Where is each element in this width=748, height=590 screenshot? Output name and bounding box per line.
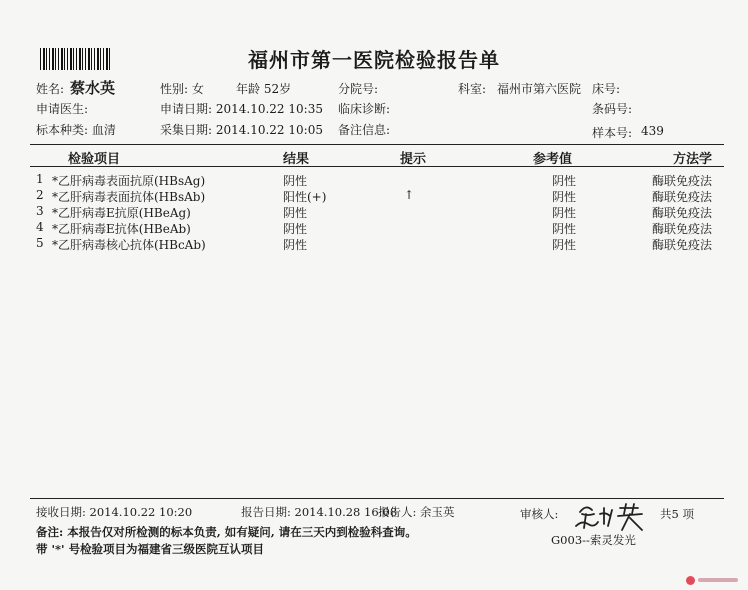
- row-number: 1: [36, 172, 44, 186]
- row-reference: 阴性: [552, 174, 577, 188]
- patient-name: 蔡水英: [70, 79, 116, 97]
- sample-no: 439: [641, 124, 664, 138]
- row-method: 酶联免疫法: [652, 174, 713, 188]
- reporter: 报告人: 余玉英: [378, 505, 455, 519]
- divider-top: [30, 144, 724, 145]
- row-item: *乙肝病毒核心抗体(HBcAb): [52, 238, 206, 252]
- name-label: 姓名:: [36, 82, 65, 96]
- col-header-item: 检验项目: [68, 152, 121, 167]
- row-flag-up-arrow: ↑: [404, 188, 415, 202]
- row-reference: 阴性: [552, 206, 577, 220]
- row-result: 阴性: [283, 238, 308, 252]
- apply-date: 申请日期: 2014.10.22 10:35: [160, 102, 323, 116]
- row-item: *乙肝病毒表面抗体(HBsAb): [52, 190, 206, 204]
- row-method: 酶联免疫法: [652, 190, 713, 204]
- divider-footer: [30, 498, 724, 499]
- item-count: 共5 项: [660, 507, 694, 521]
- table-row: [0, 204, 748, 220]
- row-result: 阴性: [283, 222, 308, 236]
- table-row: [0, 236, 748, 252]
- row-number: 5: [36, 236, 44, 250]
- row-method: 酶联免疫法: [652, 222, 713, 236]
- row-reference: 阴性: [552, 238, 577, 252]
- row-reference: 阴性: [552, 190, 577, 204]
- row-result: 阳性(+): [283, 190, 327, 204]
- footer-note: 备注: 本报告仅对所检测的标本负责, 如有疑问, 请在三天内到检验科查询。: [36, 525, 417, 539]
- reviewer-signature: [572, 500, 650, 532]
- col-header-method: 方法学: [673, 152, 713, 167]
- row-result: 阴性: [283, 174, 308, 188]
- row-method: 酶联免疫法: [652, 238, 713, 252]
- instrument-code: G003--索灵发光: [551, 533, 636, 547]
- remarks: 备注信息:: [338, 123, 391, 137]
- row-item: *乙肝病毒表面抗原(HBsAg): [52, 174, 206, 188]
- reviewer-label: 审核人:: [520, 507, 559, 521]
- table-row: [0, 172, 748, 188]
- col-header-flag: 提示: [400, 152, 427, 167]
- department-label: 科室:: [458, 82, 487, 96]
- report-date: 报告日期: 2014.10.28 16:08: [241, 505, 398, 519]
- barcode-no: 条码号:: [592, 102, 633, 116]
- col-header-result: 结果: [283, 152, 310, 167]
- row-method: 酶联免疫法: [652, 206, 713, 220]
- department: 福州市第六医院: [497, 82, 582, 96]
- row-reference: 阴性: [552, 222, 577, 236]
- collect-date: 采集日期: 2014.10.22 10:05: [160, 123, 323, 137]
- sample-no-label: 样本号:: [592, 126, 633, 140]
- specimen-type: 标本种类: 血清: [36, 123, 116, 137]
- gender: 性别: 女: [160, 82, 204, 96]
- row-item: *乙肝病毒E抗原(HBeAg): [52, 206, 191, 220]
- clinical-diagnosis: 临床诊断:: [338, 102, 391, 116]
- row-number: 2: [36, 188, 44, 202]
- bed-no: 床号:: [592, 82, 621, 96]
- table-row: [0, 220, 748, 236]
- watermark-logo-icon: [686, 574, 742, 586]
- receive-date: 接收日期: 2014.10.22 10:20: [36, 505, 193, 519]
- row-result: 阴性: [283, 206, 308, 220]
- branch-no: 分院号:: [338, 82, 379, 96]
- row-number: 3: [36, 204, 44, 218]
- col-header-reference: 参考值: [533, 152, 573, 167]
- row-number: 4: [36, 220, 44, 234]
- report-title: 福州市第一医院检验报告单: [248, 48, 500, 72]
- footer-note-mutual-recognition: 带 '*' 号检验项目为福建省三级医院互认项目: [36, 542, 265, 556]
- row-item: *乙肝病毒E抗体(HBeAb): [52, 222, 191, 236]
- table-row: [0, 188, 748, 204]
- requesting-doctor: 申请医生:: [36, 102, 89, 116]
- age: 年龄 52岁: [236, 82, 292, 96]
- divider-header: [30, 166, 724, 167]
